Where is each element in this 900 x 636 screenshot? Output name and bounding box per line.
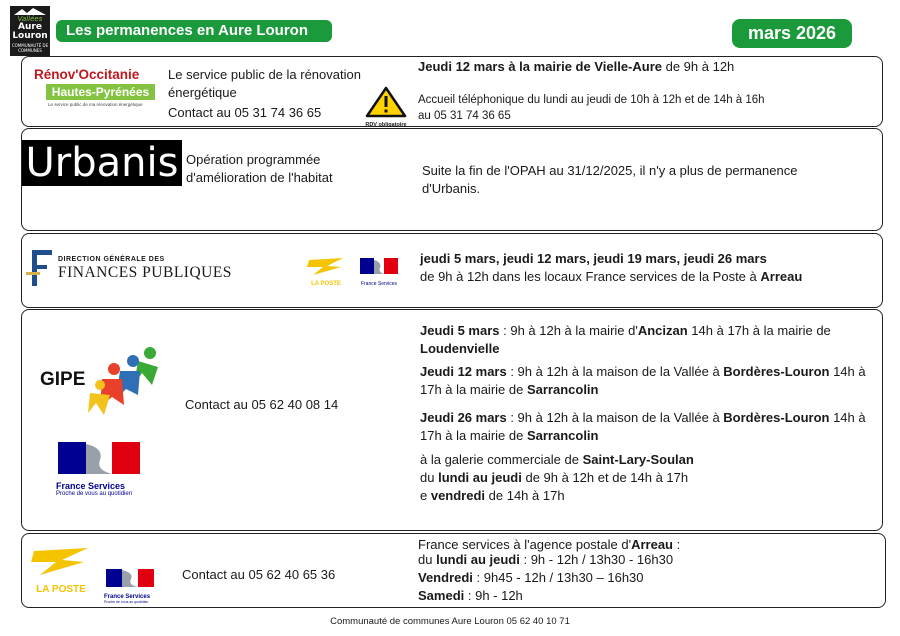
urbanis-description: Opération programmée d'amélioration de l'habitat (186, 152, 333, 185)
renov-slot: Jeudi 12 mars à la mairie de Vielle-Aure de 9h à 12h (418, 59, 735, 74)
gipe-slot-2: Jeudi 12 mars : 9h à 12h à la maison de la Vallée à Bordères-Louron 14h à 17h à la mairie de Sarrancolin (420, 364, 866, 397)
gipe-slot-3: Jeudi 26 mars : 9h à 12h à la maison de la Vallée à Bordères-Louron 14h à 17h à la mairie de Sarrancolin (420, 410, 866, 443)
gipe-slot-1: Jeudi 5 mars : 9h à 12h à la mairie d'Ancizan 14h à 17h à la mairie de Loudenvielle (420, 323, 831, 356)
rdv-obligatoire-label: RDV obligatoire (365, 122, 407, 128)
la-poste-bird-icon (28, 548, 94, 576)
la-poste-bird-icon (305, 258, 347, 276)
france-services-logo-small: France Services Proche de vous au quotidien (104, 567, 158, 603)
marianne-icon (104, 567, 158, 589)
vallees-aure-louron-logo: Vallées Aure Louron COMMUNAUTÉ DE COMMUNES (10, 6, 50, 56)
marianne-icon (56, 440, 146, 476)
renov-logo-tagline: Le service public de ma rénovation énergétique (48, 102, 143, 107)
warning-icon (364, 86, 408, 126)
poste-intro: France services à l'agence postale d'Arreau : (418, 537, 681, 552)
footer: Communauté de communes Aure Louron 05 62 40 10 71 (330, 616, 570, 627)
fs-saint-lary-line-3: e vendredi de 14h à 17h (420, 488, 565, 503)
poste-hours-weekday: du lundi au jeudi : 9h - 12h / 13h30 - 16h30 (418, 552, 674, 567)
renov-phone-line-1: Accueil téléphonique du lundi au jeudi de 10h à 12h et de 14h à 16h (418, 94, 765, 106)
gipe-logo: GIPE (38, 345, 162, 417)
poste-hours-saturday: Samedi : 9h - 12h (418, 588, 523, 603)
renov-phone-line-2: au 05 31 74 36 65 (418, 110, 511, 122)
dgfip-place: de 9h à 12h dans les locaux France services de la Poste à Arreau (420, 269, 803, 284)
la-poste-logo: LA POSTE (28, 548, 94, 594)
fs-saint-lary-line-1: à la galerie commerciale de Saint-Lary-Soulan (420, 452, 694, 467)
france-services-logo: France Services Proche de vous au quotidien (56, 440, 146, 496)
gipe-contact: Contact au 05 62 40 08 14 (185, 397, 339, 412)
urbanis-info: Suite la fin de l'OPAH au 31/12/2025, il n'y a plus de permanence d'Urbanis. (422, 163, 798, 196)
mountain-icon (14, 8, 46, 15)
marianne-icon (356, 256, 402, 276)
marianne-f-icon (24, 248, 56, 288)
renov-description: Le service public de la rénovation énergétique (168, 67, 361, 100)
renov-contact: Contact au 05 31 74 36 65 (168, 105, 322, 120)
fs-saint-lary-line-2: du lundi au jeudi de 9h à 12h et de 14h à 17h (420, 470, 689, 485)
page-title: Les permanences en Aure Louron (56, 20, 332, 42)
poste-contact: Contact au 05 62 40 65 36 (182, 567, 336, 582)
renov-logo-title: Rénov'Occitanie (34, 67, 140, 82)
renov-logo-band: Hautes-Pyrénées (46, 84, 155, 100)
poste-hours-friday: Vendredi : 9h45 - 12h / 13h30 – 16h30 (418, 570, 644, 585)
urbanis-logo: Urbanis (22, 140, 182, 186)
la-poste-logo-small: LA POSTE (305, 258, 347, 288)
finances-publiques-logo: DIRECTION GÉNÉRALE DES FINANCES PUBLIQUES (24, 248, 240, 288)
dgfip-dates: jeudi 5 mars, jeudi 12 mars, jeudi 19 mars, jeudi 26 mars (420, 251, 767, 266)
france-services-logo-small: France Services (356, 256, 402, 286)
month-badge: mars 2026 (732, 19, 852, 48)
